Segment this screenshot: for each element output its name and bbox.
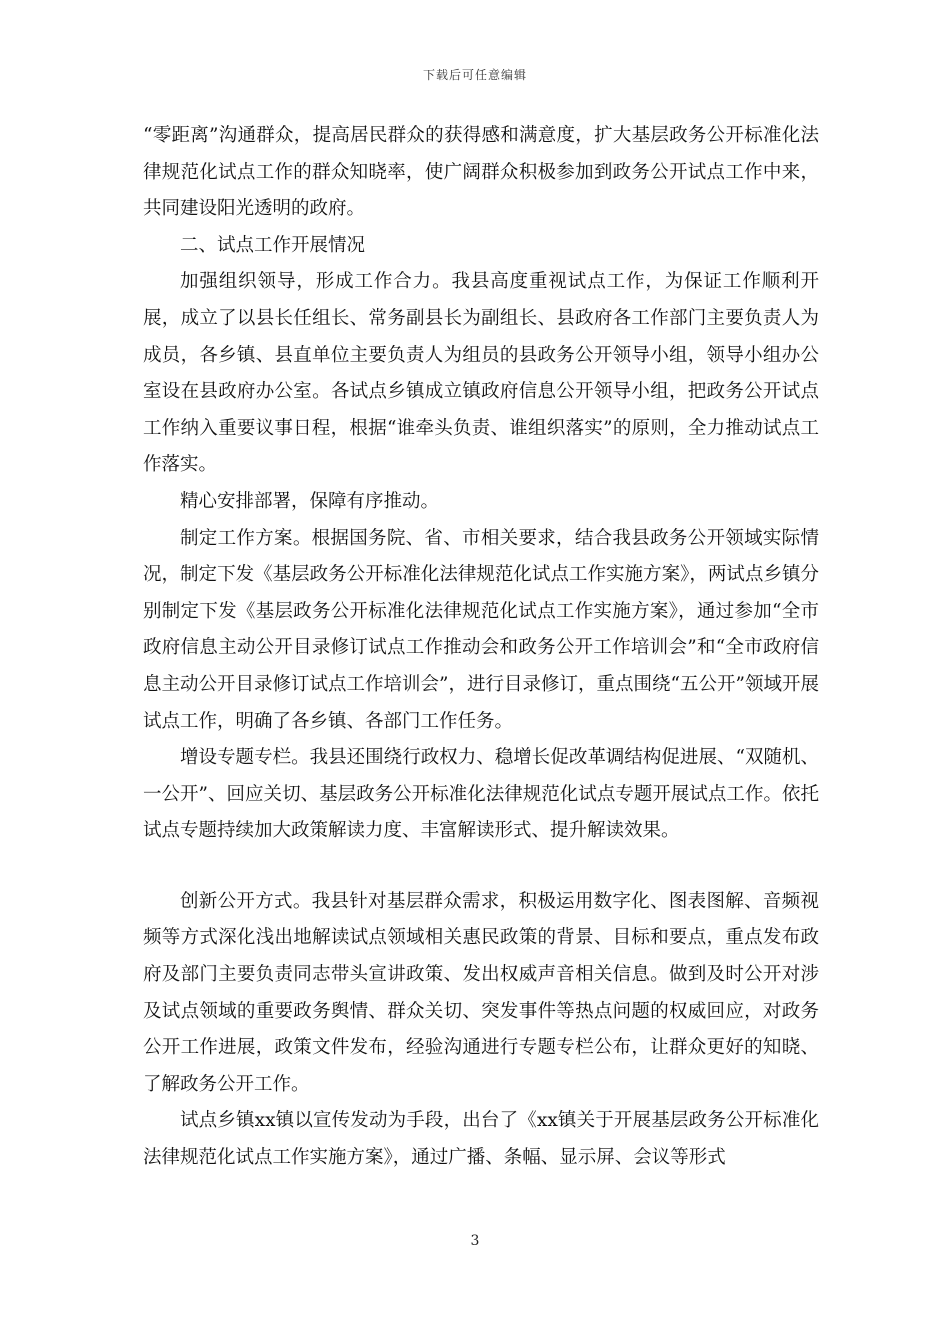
page-number: 3 xyxy=(470,1233,480,1249)
page-header: 下载后可任意编辑 xyxy=(422,68,527,82)
paragraph-deployment: 精心安排部署，保障有序推动。 xyxy=(180,490,440,512)
paragraph-organization: 加强组织领导，形成工作合力。我县高度重视试点工作，为保证工作顺利开展，成立了以县长任组长、常务副县长为副组长、县政府各工作部门主要负责人为成员，各乡镇、县直单位主要负责人为组员的县政务公开领导小组，领导小组办公室设在县政府办公室。各试点乡镇成立镇政府信息公开领导小组，把政务公开试点工作纳入重要议事日程，根据“谁牵头负责、谁组织落实”的原则，全力推动试点工作落实。 xyxy=(143,271,819,476)
section-heading: 二、试点工作开展情况 xyxy=(180,234,366,256)
paragraph-special-column: 增设专题专栏。我县还围绕行政权力、稳增长促改革调结构促进展、“双随机、一公开”、回应关切、基层政务公开标准化法律规范化试点专题开展试点工作。依托试点专题持续加大政策解读力度、丰富解读形式、提升解读效果。 xyxy=(143,747,819,842)
paragraph-continuation: “零距离”沟通群众，提高居民群众的获得感和满意度，扩大基层政务公开标准化法律规范化试点工作的群众知晓率，使广阔群众积极参加到政务公开试点工作中来，共同建设阳光透明的政府。 xyxy=(143,125,819,220)
paragraph-work-plan: 制定工作方案。根据国务院、省、市相关要求，结合我县政务公开领域实际情况，制定下发《基层政务公开标准化法律规范化试点工作实施方案》，两试点乡镇分别制定下发《基层政务公开标准化法律规范化试点工作实施方案》，通过参加“全市政府信息主动公开目录修订试点工作推动会和政务公开工作培训会”和“全市政府信息主动公开目录修订试点工作培训会”，进行目录修订，重点围绕“五公开”领域开展试点工作，明确了各乡镇、各部门工作任务。 xyxy=(143,527,819,732)
document-body xyxy=(143,118,819,1177)
paragraph-pilot-town: 试点乡镇xx镇以宣传发动为手段，出台了《xx镇关于开展基层政务公开标准化法律规范化试点工作实施方案》，通过广播、条幅、显示屏、会议等形式 xyxy=(143,1110,819,1169)
paragraph-innovation: 创新公开方式。我县针对基层群众需求，积极运用数字化、图表图解、音频视频等方式深化浅出地解读试点领域相关惠民政策的背景、目标和要点，重点发布政府及部门主要负责同志带头宣讲政策、发出权威声音相关信息。做到及时公开对涉及试点领域的重要政务舆情、群众关切、突发事件等热点问题的权威回应，对政务公开工作进展，政策文件发布，经验沟通进行专题专栏公布，让群众更好的知晓、了解政务公开工作。 xyxy=(143,890,819,1095)
paragraph-spacer xyxy=(143,850,819,884)
